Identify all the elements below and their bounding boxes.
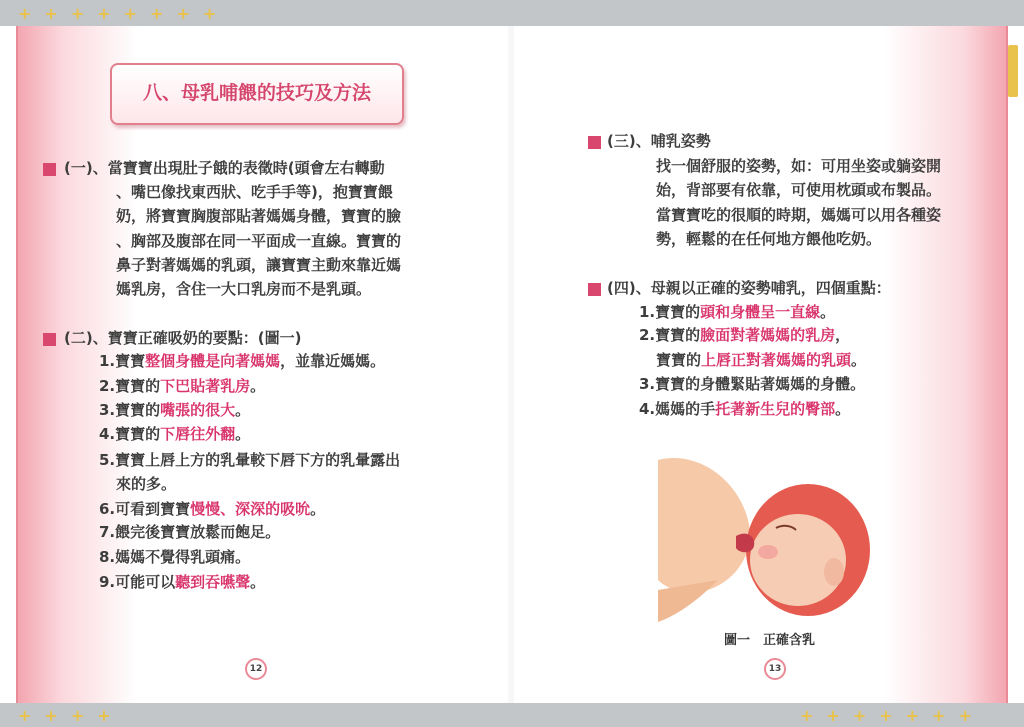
list-item [99,422,250,446]
item-text: 。 [851,351,867,369]
list-item [639,323,850,347]
item-text: 6.可看到寶寶 [99,500,191,518]
section3-line: 當寶寶吃的很順的時期，媽媽可以用各種姿 [656,206,942,224]
item-text: 9.可能可以 [99,573,176,591]
section1-line: 、嘴巴像找東西狀、吃手手等)，抱寶寶餵 [116,183,393,201]
item-text: 。 [250,573,266,591]
item-text: ，並靠近媽媽。 [280,352,386,370]
item-text: 。 [820,303,836,321]
item-text: 。 [235,401,251,419]
item-highlight: 下唇往外翻 [160,425,236,443]
list-item [99,497,325,521]
breastfeeding-illustration [658,440,872,622]
list-item [639,372,865,396]
item-highlight: 慢慢、深深的吸吮 [190,500,311,518]
item-text: 寶寶的 [656,351,702,369]
section2-heading: (二)、寶寶正確吸奶的要點：(圖一) [64,329,302,347]
item-text: 8.媽媽不覺得乳頭痛。 [99,548,251,566]
item-text: 。 [835,400,851,418]
item-highlight: 臉面對著媽媽的乳房 [700,326,836,344]
item-highlight: 托著新生兒的臀部 [715,400,836,418]
list-item [99,374,265,398]
section3-line: 勢，輕鬆的在任何地方餵他吃奶。 [656,230,882,248]
section1-line: (一)、當寶寶出現肚子餓的表徵時(頭會左右轉動 [64,159,385,177]
bullet-square-icon [43,163,56,176]
list-item [99,398,250,422]
item-text: 2.寶寶的 [639,326,701,344]
item-text: 。 [250,377,266,395]
section1-line: 、胸部及腹部在同一平面成一直線。寶寶的 [116,232,402,250]
section3-heading: (三)、哺乳姿勢 [607,132,711,150]
item-text: 3.寶寶的身體緊貼著媽媽的身體。 [639,375,866,393]
item-text: 來的多。 [116,475,177,493]
item-text: 2.寶寶的 [99,377,161,395]
bottom-left-plus-decoration: ++++ [18,706,124,725]
side-tab [1008,45,1018,97]
page-number-right: 13 [764,658,786,680]
item-text: 1.寶寶的 [639,303,701,321]
list-item [99,520,280,544]
item-highlight: 頭和身體呈一直線 [700,303,821,321]
section1-line: 鼻子對著媽媽的乳頭，讓寶寶主動來靠近媽 [116,256,402,274]
item-highlight: 嘴張的很大 [160,401,236,419]
item-text: 。 [235,425,251,443]
item-highlight: 上唇正對著媽媽的乳頭 [701,351,852,369]
section3-line: 找一個舒服的姿勢，如：可用坐姿或躺姿開 [656,157,942,175]
list-item [639,397,850,421]
item-text: 3.寶寶的 [99,401,161,419]
item-text: 。 [310,500,326,518]
section1-line: 媽乳房，含住一大口乳房而不是乳頭。 [116,280,372,298]
item-text: 4.寶寶的 [99,425,161,443]
item-highlight: 整個身體是向著媽媽 [145,352,281,370]
top-plus-decoration: ++++++++ [18,4,230,23]
list-item [99,570,265,594]
section3-line: 始，背部要有依靠，可使用枕頭或布製品。 [656,181,942,199]
item-text: 4.媽媽的手 [639,400,716,418]
item-highlight: 下巴貼著乳房 [160,377,251,395]
item-text: 1.寶寶 [99,352,146,370]
bullet-square-icon [588,136,601,149]
figure-caption: 圖一 正確含乳 [724,633,816,648]
bullet-square-icon [43,333,56,346]
list-item [99,545,250,569]
section1-line: 奶，將寶寶胸腹部貼著媽媽身體，寶寶的臉 [116,207,402,225]
page-title: 八、母乳哺餵的技巧及方法 [110,63,404,125]
list-item [99,448,400,472]
list-item [639,300,835,324]
list-item [116,472,176,496]
item-text: 7.餵完後寶寶放鬆而飽足。 [99,523,281,541]
item-text: 5.寶寶上唇上方的乳暈較下唇下方的乳暈露出 [99,451,401,469]
item-text: ， [835,326,851,344]
list-item [99,349,385,373]
bullet-square-icon [588,283,601,296]
section4-heading: (四)、母親以正確的姿勢哺乳，四個重點： [607,279,891,297]
bottom-right-plus-decoration: +++++++ [800,706,985,725]
item-highlight: 聽到吞嚥聲 [175,573,251,591]
page-number-left: 12 [245,658,267,680]
list-item [656,348,866,372]
